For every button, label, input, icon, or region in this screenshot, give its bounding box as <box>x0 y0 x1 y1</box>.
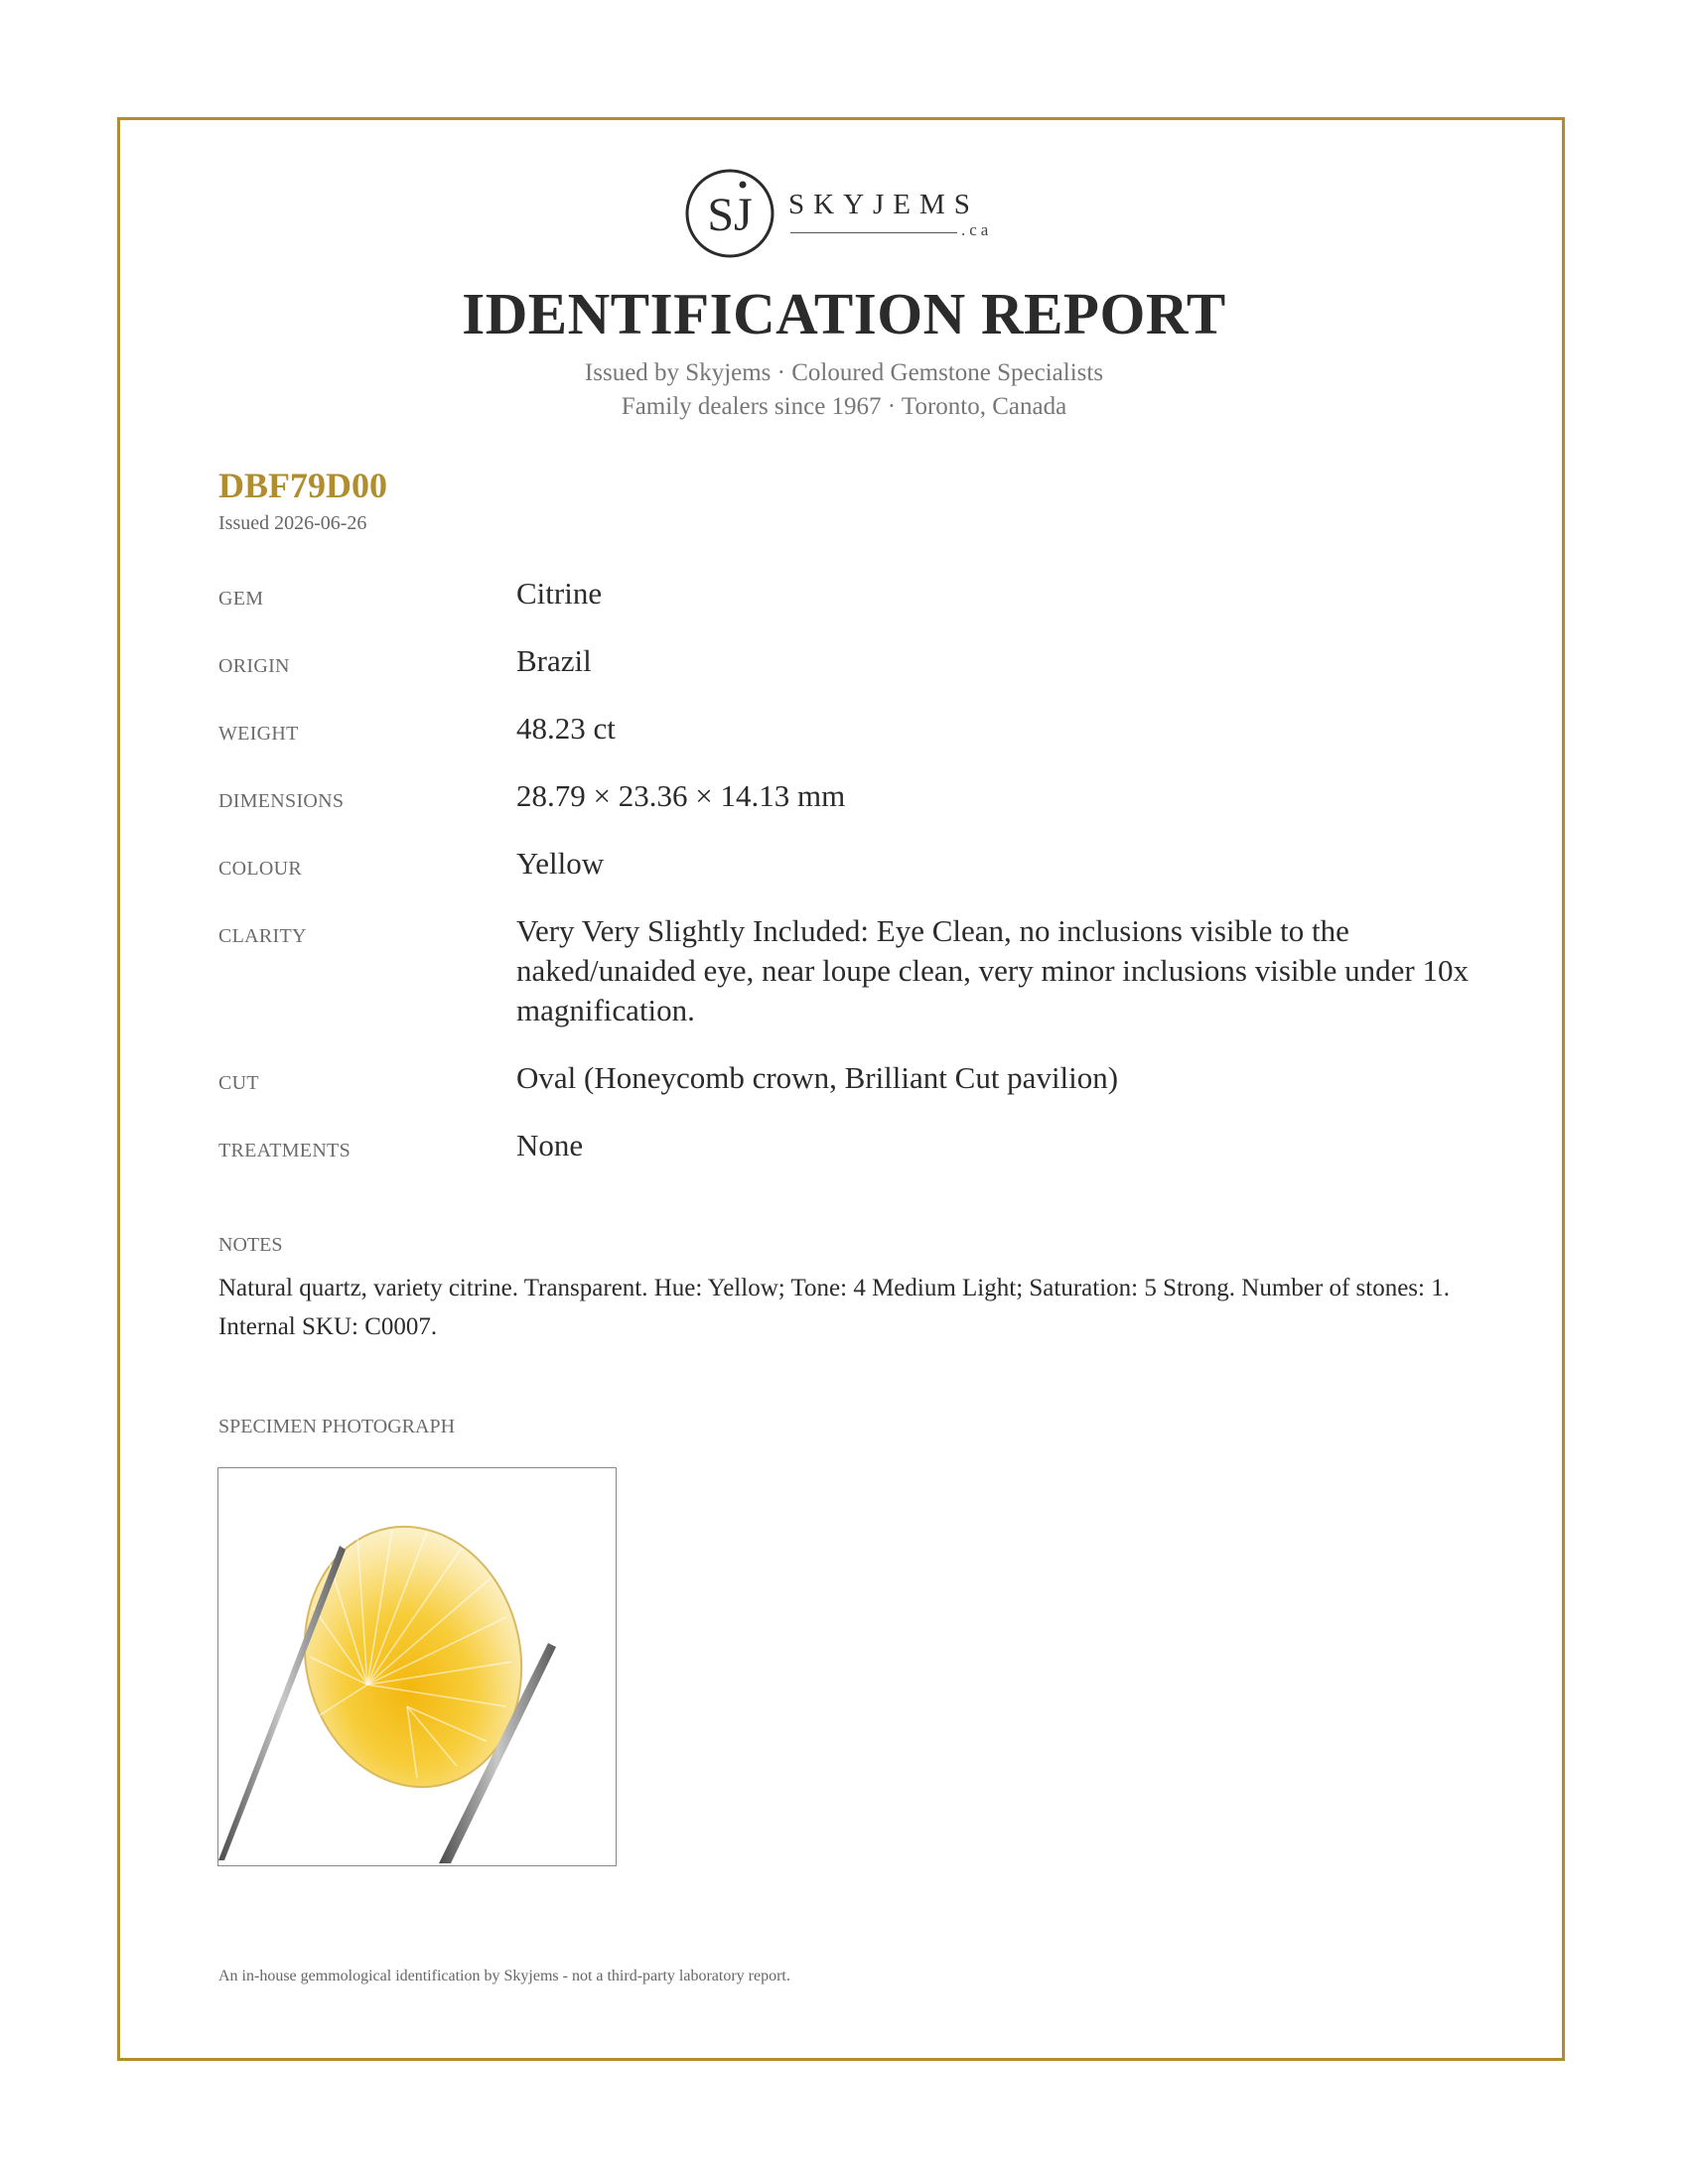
notes-label: NOTES <box>218 1234 283 1256</box>
heritage-line: Family dealers since 1967 · Toronto, Canada <box>621 393 1067 420</box>
report-title: IDENTIFICATION REPORT <box>462 281 1226 346</box>
field-label: WEIGHT <box>218 723 299 745</box>
field-label: ORIGIN <box>218 655 290 677</box>
issuer-line: Issued by Skyjems · Coloured Gemstone Specialists <box>584 359 1104 386</box>
brand-domain-suffix: .ca <box>961 220 993 239</box>
field-value: 48.23 ct <box>516 711 616 746</box>
field-label: TREATMENTS <box>218 1140 351 1161</box>
field-label: COLOUR <box>218 858 303 880</box>
sj-monogram-icon <box>683 167 776 260</box>
field-value: 28.79 × 23.36 × 14.13 mm <box>516 778 846 813</box>
photo-label: SPECIMEN PHOTOGRAPH <box>218 1416 456 1437</box>
field-label: DIMENSIONS <box>218 790 345 812</box>
issue-date: Issued 2026-06-26 <box>218 512 367 534</box>
field-value: None <box>516 1128 584 1162</box>
field-label: CUT <box>218 1072 259 1094</box>
disclaimer-footer: An in-house gemmological identification by Skyjems - not a third-party laboratory report. <box>218 1968 790 1984</box>
field-value: Oval (Honeycomb crown, Brilliant Cut pavilion) <box>516 1060 1119 1095</box>
field-value: Very Very Slightly Included: Eye Clean, no inclusions visible to the naked/unaided eye, near loupe clean, very minor inclusions visible under 10x magnification. <box>516 913 1469 1027</box>
wordmark-underline <box>790 232 957 233</box>
svg-text:SJ: SJ <box>707 189 753 241</box>
notes-text: Natural quartz, variety citrine. Transparent. Hue: Yellow; Tone: 4 Medium Light; Saturation: 5 Strong. Number of stones: 1. Internal SKU: C0007. <box>218 1275 1450 1340</box>
field-label: GEM <box>218 588 264 610</box>
field-value: Brazil <box>516 643 592 678</box>
field-value: Citrine <box>516 576 603 611</box>
field-label: CLARITY <box>218 925 307 947</box>
specimen-photo <box>217 1467 617 1866</box>
report-id: DBF79D00 <box>218 466 387 505</box>
citrine-gem-image <box>218 1468 616 1865</box>
field-value: Yellow <box>516 846 605 881</box>
brand-wordmark: SKYJEMS <box>788 189 979 220</box>
skyjems-logo <box>683 163 1011 262</box>
